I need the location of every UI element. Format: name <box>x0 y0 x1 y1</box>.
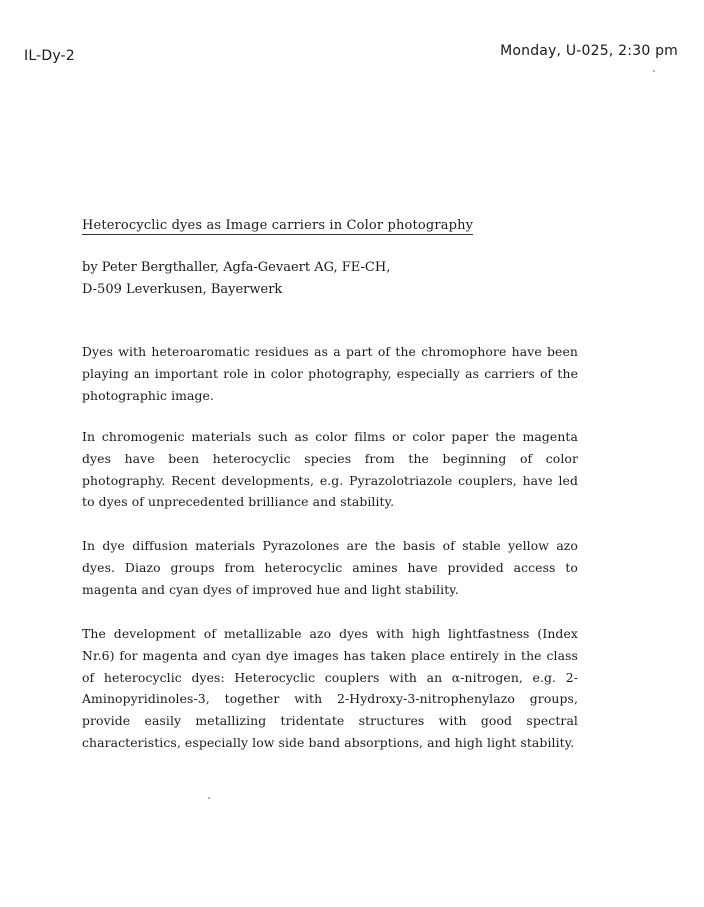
author-line: by Peter Bergthaller, Agfa-Gevaert AG, FE-CH, <box>82 260 391 275</box>
document-id: IL-Dy-2 <box>24 48 75 64</box>
session-info: Monday, U-025, 2:30 pm <box>500 43 678 59</box>
scan-speck <box>208 797 210 799</box>
author-byline <box>82 257 578 301</box>
paragraph-2: In chromogenic materials such as color films or color paper the magenta dyes have been heterocyclic species from the beginning of color photography. Recent developments, e.g. Pyrazolotriazole couplers, have led to dyes of unprecedented brilliance and stability. <box>82 429 578 510</box>
document-title: Heterocyclic dyes as Image carriers in Color photography <box>82 218 474 233</box>
paragraph-4: The development of metallizable azo dyes with high lightfastness (Index Nr.6) for magenta and cyan dye images has taken place entirely in the class of heterocyclic dyes: Heterocyclic couplers with an α-nitrogen, e.g. 2-Aminopyridinoles-3, together with 2-Hydroxy-3-nitrophenylazo groups, provide easily metallizing tridentate structures with good spectral characteristics, especially low side band absorptions, and high light stability. <box>82 626 578 750</box>
scan-speck <box>653 70 655 72</box>
address-line: D-509 Leverkusen, Bayerwerk <box>82 282 283 297</box>
paragraph-1: Dyes with heteroaromatic residues as a part of the chromophore have been playing an important role in color photography, especially as carriers of the photographic image. <box>82 344 578 403</box>
paragraph-3: In dye diffusion materials Pyrazolones are the basis of stable yellow azo dyes. Diazo groups from heterocyclic amines have provided access to magenta and cyan dyes of improved hue and light stability. <box>82 538 578 597</box>
